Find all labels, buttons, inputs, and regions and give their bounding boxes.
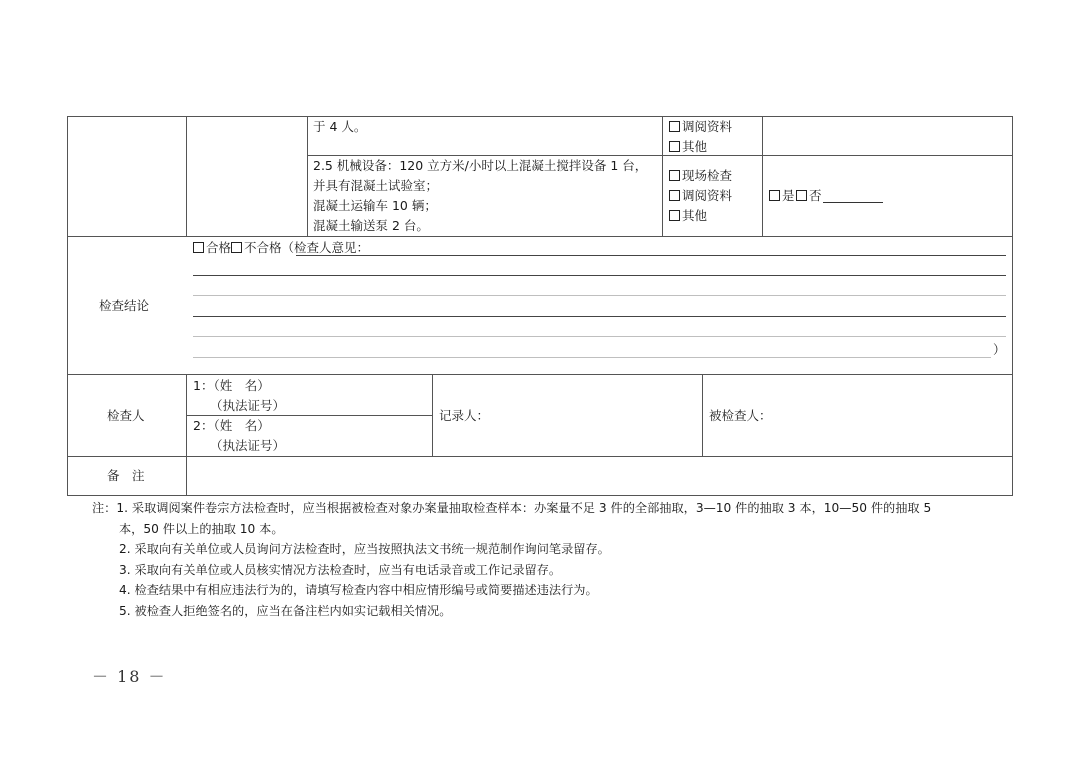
note-line: 本，50 件以上的抽取 10 本。 [119, 521, 284, 536]
column-divider [662, 116, 663, 236]
inspector-1-cert: （执法证号） [210, 398, 286, 413]
method-option[interactable]: 现场检查 [669, 166, 732, 186]
checkbox-icon [669, 210, 680, 221]
page-number: － 18 － [92, 667, 167, 686]
column-divider [186, 116, 187, 236]
footnotes [92, 498, 992, 621]
row-divider [67, 374, 1013, 375]
fail-option[interactable]: 不合格 [231, 240, 282, 255]
result-blank-line[interactable] [823, 202, 883, 203]
note-line: 注：1. 采取调阅案件卷宗方法检查时，应当根据被检查对象办案量抽取检查样本：办案量不足 3 件的全部抽取，3—10 件的抽取 3 本，10—50 件的抽取 5 [92, 501, 932, 515]
opinion-line[interactable] [193, 357, 991, 358]
inspector-2-name: 2：（姓 名） [193, 418, 270, 433]
checkbox-icon [769, 190, 780, 201]
checkbox-icon [669, 170, 680, 181]
method-option[interactable]: 其他 [669, 137, 707, 157]
requirement-text: 混凝土运输车 10 辆； [313, 198, 437, 213]
note-line: 5. 被检查人拒绝签名的，应当在备注栏内如实记载相关情况。 [119, 603, 452, 618]
checkbox-icon [796, 190, 807, 201]
inspected-party-label: 被检查人： [709, 408, 772, 423]
note-line: 2. 采取向有关单位或人员询问方法检查时，应当按照执法文书统一规范制作询问笔录留存。 [119, 542, 610, 556]
opinion-closing: ） [993, 342, 1006, 357]
inspector-2-cert: （执法证号） [210, 438, 286, 453]
inspector-label: 检查人 [107, 408, 145, 423]
checkbox-icon [669, 190, 680, 201]
pass-option[interactable]: 合格 [193, 240, 231, 255]
result-no-option[interactable]: 否 [796, 186, 822, 206]
recorder-label: 记录人： [439, 408, 490, 423]
requirement-text: 混凝土输送泵 2 台。 [313, 218, 429, 233]
opinion-line[interactable] [296, 255, 1006, 256]
column-divider [307, 116, 308, 236]
result-yes-option[interactable]: 是 [769, 186, 795, 206]
method-option[interactable]: 其他 [669, 206, 707, 226]
opinion-prefix: （检查人意见： [281, 240, 370, 255]
row-divider [67, 236, 1013, 237]
remarks-field[interactable] [187, 457, 1012, 495]
requirement-text: 于 4 人。 [313, 119, 367, 134]
requirement-text: 2.5 机械设备：120 立方米/小时以上混凝土搅拌设备 1 台， [313, 158, 648, 173]
checkbox-icon [193, 242, 204, 253]
table-border-top [67, 116, 1013, 117]
requirement-text: 并具有混凝土试验室； [313, 178, 439, 193]
table-border-left [67, 116, 68, 496]
opinion-line[interactable] [193, 295, 1006, 296]
column-divider [432, 374, 433, 456]
column-divider [762, 116, 763, 236]
table-border-right [1012, 116, 1013, 496]
column-divider [702, 374, 703, 456]
opinion-line[interactable] [193, 275, 1006, 276]
opinion-line[interactable] [193, 336, 1006, 337]
checkbox-icon [231, 242, 242, 253]
method-option[interactable]: 调阅资料 [669, 186, 732, 206]
note-line: 3. 采取向有关单位或人员核实情况方法检查时，应当有电话录音或工作记录留存。 [119, 562, 562, 577]
conclusion-label: 检查结论 [99, 298, 150, 313]
checkbox-icon [669, 121, 680, 132]
inspector-1-name: 1：（姓 名） [193, 378, 270, 393]
remarks-label: 备 注 [107, 468, 145, 483]
note-line: 4. 检查结果中有相应违法行为的，请填写检查内容中相应情形编号或简要描述违法行为。 [119, 583, 598, 597]
method-option[interactable]: 调阅资料 [669, 117, 732, 137]
table-border-bottom [67, 495, 1013, 496]
opinion-line[interactable] [193, 316, 1006, 317]
checkbox-icon [669, 141, 680, 152]
